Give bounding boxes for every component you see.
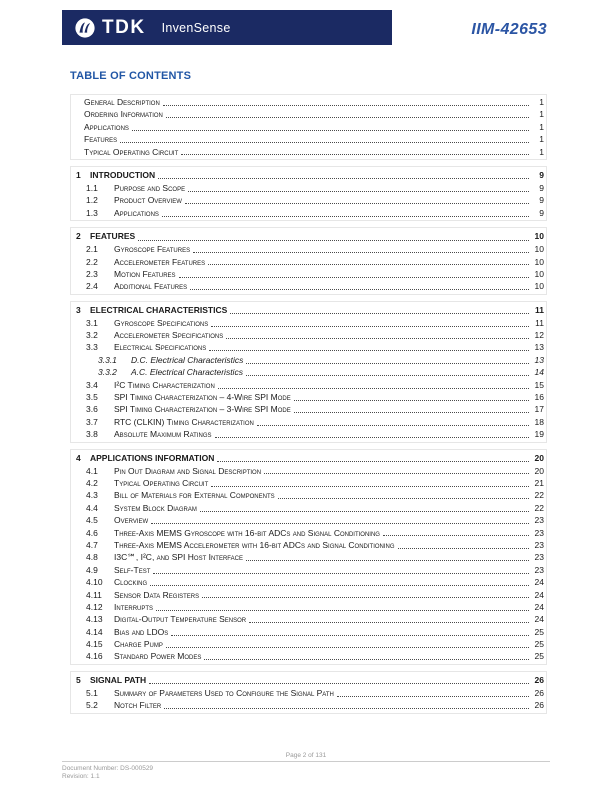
toc-entry[interactable] [73, 527, 544, 539]
toc-entry[interactable] [73, 280, 544, 292]
toc-page-number: 23 [534, 515, 544, 526]
page-number-label: Page 2 of 131 [285, 752, 327, 759]
toc-entry-label: Gyroscope Specifications [114, 317, 209, 328]
toc-entry[interactable] [73, 601, 544, 613]
toc-page-number: 25 [534, 626, 544, 637]
toc-dot-leader [160, 96, 532, 108]
toc-entry-number: 4.6 [86, 527, 98, 538]
toc-entry-number: 2 [76, 231, 81, 242]
toc-entry-label: I3C℠, I²C, and SPI Host Interface [114, 552, 243, 563]
toc-page-number: 11 [535, 317, 544, 328]
toc-entry-label: Accelerometer Specifications [114, 330, 224, 341]
toc-entry[interactable] [73, 317, 544, 329]
toc-entry-label: General Description [84, 97, 160, 107]
toc-entry-number: 3 [76, 304, 81, 315]
toc-dot-leader [163, 638, 532, 650]
toc-entry[interactable] [73, 403, 544, 415]
toc-entry[interactable] [73, 687, 544, 699]
toc-entry-number: 2.3 [86, 268, 98, 279]
toc-entry-label: Typical Operating Circuit [84, 146, 179, 157]
toc-page-number: 23 [534, 527, 544, 538]
toc-page-number: 14 [534, 367, 544, 378]
toc-page-number: 9 [539, 182, 544, 193]
toc-entry-label: Interrupts [114, 601, 154, 612]
toc-dot-leader [163, 108, 532, 120]
toc-page-number: 26 [534, 674, 544, 685]
toc-page-number: 24 [534, 601, 544, 612]
toc-front-matter-group [70, 94, 547, 160]
toc-entry-number: 4.14 [86, 626, 103, 637]
toc-section-group [70, 671, 547, 714]
toc-entry-number: 3.2 [86, 330, 98, 341]
toc-entry[interactable] [73, 108, 544, 120]
toc-entry-label: Typical Operating Circuit [114, 477, 209, 488]
toc-entry-label: System Block Diagram [114, 502, 197, 513]
toc-dot-leader [261, 465, 532, 477]
toc-entry[interactable] [73, 551, 544, 563]
toc-entry-label: Purpose and Scope [114, 182, 186, 193]
toc-page-number: 10 [534, 256, 544, 267]
toc-dot-leader [168, 626, 532, 638]
toc-entry[interactable] [73, 329, 544, 341]
toc-entry[interactable] [73, 194, 544, 206]
toc-section-group [70, 301, 547, 443]
toc-dot-leader [380, 527, 532, 539]
toc-entry-number: 3.1 [86, 317, 98, 328]
toc-entry[interactable] [73, 514, 544, 526]
toc-entry-label: APPLICATIONS INFORMATION [90, 452, 215, 463]
toc-entry-number: 3.8 [86, 429, 98, 440]
toc-entry[interactable] [73, 613, 544, 625]
toc-dot-leader [155, 168, 532, 182]
toc-dot-leader [176, 268, 532, 280]
toc-entry-label: INTRODUCTION [90, 169, 156, 180]
toc-entry[interactable] [73, 379, 544, 391]
toc-entry-label: Clocking [114, 577, 148, 588]
toc-entry-number: 2.1 [86, 244, 98, 255]
toc-entry-label: Self-Test [114, 564, 151, 575]
toc-page-number: 10 [534, 231, 544, 242]
toc-dot-leader [153, 601, 532, 613]
toc-entry[interactable] [73, 465, 544, 477]
toc-entry[interactable] [73, 489, 544, 501]
toc-dot-leader [246, 613, 532, 625]
toc-page-number: 1 [539, 97, 544, 107]
toc-dot-leader [135, 229, 532, 243]
toc-page-number: 9 [539, 169, 544, 180]
toc-page-number: 26 [534, 700, 544, 711]
toc-entry-label: Charge Pump [114, 639, 163, 650]
toc-dot-leader [243, 551, 532, 563]
revision-label: Revision: 1.1 [62, 773, 100, 780]
toc-entry[interactable] [73, 146, 544, 158]
toc-entry-label: Accelerometer Features [114, 256, 206, 267]
toc-dot-leader [206, 341, 532, 353]
toc-entry-label: Features [84, 134, 118, 145]
toc-entry-label: Applications [114, 207, 159, 218]
toc-entry-label: Summary of Parameters Used to Configure the Signal Path [114, 687, 334, 698]
toc-dot-leader [243, 366, 532, 378]
toc-page-number: 25 [534, 639, 544, 650]
toc-entry[interactable] [73, 539, 544, 551]
toc-entry-label: Ordering Information [84, 109, 163, 120]
toc-entry[interactable] [73, 207, 544, 219]
toc-entry[interactable] [73, 428, 544, 440]
toc-entry-label: ELECTRICAL CHARACTERISTICS [90, 304, 228, 315]
toc-dot-leader [208, 477, 532, 489]
toc-entry-number: 3.3.1 [98, 354, 117, 365]
table-of-contents [70, 94, 547, 714]
toc-entry-label: Absolute Maximum Ratings [114, 429, 212, 440]
toc-dot-leader [214, 451, 532, 465]
toc-page-number: 1 [539, 134, 544, 145]
toc-entry-label: Sensor Data Registers [114, 589, 200, 600]
toc-dot-leader [212, 428, 532, 440]
toc-page-number: 19 [534, 429, 544, 440]
toc-page-number: 18 [534, 416, 544, 427]
toc-dot-leader [205, 256, 532, 268]
header-brand-bar [62, 10, 392, 45]
toc-page-number: 10 [534, 281, 544, 292]
toc-entry-number: 4.5 [86, 515, 98, 526]
toc-section-heading[interactable] [73, 673, 544, 687]
toc-entry-number: 4.4 [86, 502, 98, 513]
toc-entry-label: Gyroscope Features [114, 244, 191, 255]
toc-dot-leader [150, 564, 532, 576]
toc-entry-number: 3.3 [86, 342, 98, 353]
toc-entry-number: 5.1 [86, 687, 98, 698]
toc-page-number: 24 [534, 614, 544, 625]
toc-page-number: 25 [534, 651, 544, 662]
toc-dot-leader [223, 329, 532, 341]
toc-entry[interactable] [73, 366, 544, 378]
toc-page-number: 1 [539, 109, 544, 120]
tdk-logo [74, 17, 146, 39]
toc-entry-label: Applications [84, 121, 129, 132]
toc-entry-label: Bill of Materials for External Components [114, 490, 275, 501]
toc-page-number: 24 [534, 577, 544, 588]
toc-entry[interactable] [73, 256, 544, 268]
toc-entry-number: 2.4 [86, 281, 98, 292]
toc-entry-number: 4.12 [86, 601, 103, 612]
toc-entry-number: 4 [76, 452, 81, 463]
tdk-emblem-icon [74, 17, 96, 39]
toc-entry-number: 4.10 [86, 577, 103, 588]
page-title: TABLE OF CONTENTS [70, 70, 192, 82]
toc-entry-label: Electrical Specifications [114, 342, 207, 353]
toc-entry-label: Overview [114, 515, 149, 526]
tdk-wordmark: TDK [102, 16, 146, 38]
toc-page-number: 21 [534, 477, 544, 488]
toc-entry-number: 4.15 [86, 639, 103, 650]
toc-section-group [70, 166, 547, 221]
toc-entry-label: SPI Timing Characterization – 4-Wire SPI Mode [114, 392, 291, 403]
toc-entry[interactable] [73, 576, 544, 588]
toc-page-number: 23 [534, 564, 544, 575]
toc-dot-leader [129, 121, 532, 133]
toc-dot-leader [182, 194, 532, 206]
toc-page-number: 23 [534, 539, 544, 550]
toc-dot-leader [146, 673, 532, 687]
toc-entry[interactable] [73, 589, 544, 601]
toc-dot-leader [199, 589, 532, 601]
toc-dot-leader [254, 416, 532, 428]
toc-page-number: 11 [535, 304, 544, 315]
toc-entry-label: Additional Features [114, 281, 188, 292]
toc-entry-label: D.C. Electrical Characteristics [131, 354, 244, 365]
toc-page-number: 16 [534, 392, 544, 403]
toc-page-number: 22 [534, 490, 544, 501]
toc-page-number: 12 [534, 330, 544, 341]
toc-section-heading[interactable] [73, 229, 544, 243]
toc-page-number: 1 [539, 121, 544, 132]
toc-entry[interactable] [73, 391, 544, 403]
toc-entry[interactable] [73, 133, 544, 145]
toc-page-number: 13 [534, 342, 544, 353]
toc-dot-leader [187, 280, 532, 292]
page-content [70, 70, 547, 720]
toc-page-number: 26 [534, 687, 544, 698]
document-number: Document Number: DS-000529 [62, 765, 154, 772]
toc-page-number: 10 [534, 268, 544, 279]
toc-entry-number: 4.7 [86, 539, 98, 550]
toc-entry[interactable] [73, 626, 544, 638]
toc-dot-leader [227, 303, 532, 317]
toc-page-number: 20 [534, 452, 544, 463]
toc-entry-number: 4.13 [86, 614, 103, 625]
toc-entry-label: Motion Features [114, 268, 176, 279]
toc-entry-number: 1.3 [86, 207, 98, 218]
toc-entry-label: Three-Axis MEMS Accelerometer with 16-bit ADCs and Signal Conditioning [114, 539, 395, 550]
toc-entry[interactable] [73, 341, 544, 353]
toc-entry-label: Three-Axis MEMS Gyroscope with 16-bit ADCs and Signal Conditioning [114, 527, 380, 538]
toc-entry-label: Product Overview [114, 195, 182, 206]
toc-entry[interactable] [73, 121, 544, 133]
toc-entry-label: FEATURES [90, 231, 136, 242]
toc-dot-leader [275, 489, 532, 501]
footer-divider [62, 761, 550, 762]
toc-entry-number: 3.5 [86, 392, 98, 403]
toc-dot-leader [159, 207, 532, 219]
toc-dot-leader [178, 146, 532, 158]
toc-entry[interactable] [73, 650, 544, 662]
toc-page-number: 22 [534, 502, 544, 513]
toc-dot-leader [117, 133, 532, 145]
toc-entry-number: 1 [76, 169, 81, 180]
toc-section-group [70, 449, 547, 665]
toc-entry-number: 3.4 [86, 379, 98, 390]
toc-entry-number: 4.1 [86, 465, 98, 476]
invensense-wordmark: InvenSense [161, 20, 231, 35]
toc-entry-label: SPI Timing Characterization – 3-Wire SPI Mode [114, 404, 291, 415]
toc-dot-leader [243, 354, 532, 366]
toc-dot-leader [161, 699, 532, 711]
toc-entry-number: 3.6 [86, 404, 98, 415]
toc-dot-leader [291, 403, 532, 415]
toc-dot-leader [201, 650, 532, 662]
toc-entry-label: RTC (CLKIN) Timing Characterization [114, 416, 254, 427]
toc-entry[interactable] [73, 699, 544, 711]
toc-section-heading[interactable] [73, 168, 544, 182]
toc-dot-leader [197, 502, 532, 514]
toc-entry[interactable] [73, 564, 544, 576]
toc-entry[interactable] [73, 502, 544, 514]
toc-entry[interactable] [73, 268, 544, 280]
toc-entry-number: 4.3 [86, 490, 98, 501]
toc-dot-leader [291, 391, 532, 403]
toc-section-group [70, 227, 547, 295]
toc-section-heading[interactable] [73, 451, 544, 465]
toc-page-number: 23 [534, 552, 544, 563]
toc-page-number: 10 [534, 244, 544, 255]
toc-entry-label: Digital-Output Temperature Sensor [114, 614, 247, 625]
toc-entry-number: 5 [76, 674, 81, 685]
toc-entry[interactable] [73, 638, 544, 650]
toc-entry-number: 1.1 [86, 182, 98, 193]
toc-entry-number: 4.9 [86, 564, 98, 575]
toc-page-number: 13 [534, 354, 544, 365]
toc-entry-number: 4.2 [86, 477, 98, 488]
toc-entry-label: I²C Timing Characterization [114, 379, 215, 390]
toc-dot-leader [208, 317, 532, 329]
toc-section-heading[interactable] [73, 303, 544, 317]
toc-entry-number: 2.2 [86, 256, 98, 267]
toc-entry[interactable] [73, 477, 544, 489]
toc-entry[interactable] [73, 96, 544, 108]
toc-page-number: 24 [534, 589, 544, 600]
toc-page-number: 1 [539, 146, 544, 157]
toc-entry[interactable] [73, 243, 544, 255]
toc-entry-number: 3.3.2 [98, 367, 117, 378]
toc-dot-leader [190, 243, 532, 255]
toc-page-number: 15 [534, 379, 544, 390]
toc-entry-number: 3.7 [86, 416, 98, 427]
toc-dot-leader [215, 379, 532, 391]
toc-dot-leader [334, 687, 532, 699]
toc-entry-number: 4.16 [86, 651, 103, 662]
toc-entry[interactable] [73, 354, 544, 366]
toc-entry-label: Pin Out Diagram and Signal Description [114, 465, 262, 476]
toc-entry-label: Standard Power Modes [114, 651, 202, 662]
toc-dot-leader [185, 182, 532, 194]
toc-entry[interactable] [73, 182, 544, 194]
toc-entry-number: 5.2 [86, 700, 98, 711]
toc-entry-label: Bias and LDOs [114, 626, 169, 637]
toc-page-number: 20 [534, 465, 544, 476]
toc-page-number: 9 [539, 207, 544, 218]
toc-entry-label: A.C. Electrical Characteristics [131, 367, 243, 378]
part-number: IIM-42653 [471, 21, 547, 38]
toc-entry-label: SIGNAL PATH [90, 674, 147, 685]
toc-page-number: 17 [534, 404, 544, 415]
toc-page-number: 9 [539, 195, 544, 206]
toc-entry-number: 4.8 [86, 552, 98, 563]
toc-dot-leader [395, 539, 532, 551]
toc-dot-leader [147, 576, 532, 588]
toc-entry[interactable] [73, 416, 544, 428]
toc-entry-number: 4.11 [86, 589, 102, 600]
toc-dot-leader [148, 514, 532, 526]
toc-entry-number: 1.2 [86, 195, 98, 206]
toc-entry-label: Notch Filter [114, 700, 162, 711]
